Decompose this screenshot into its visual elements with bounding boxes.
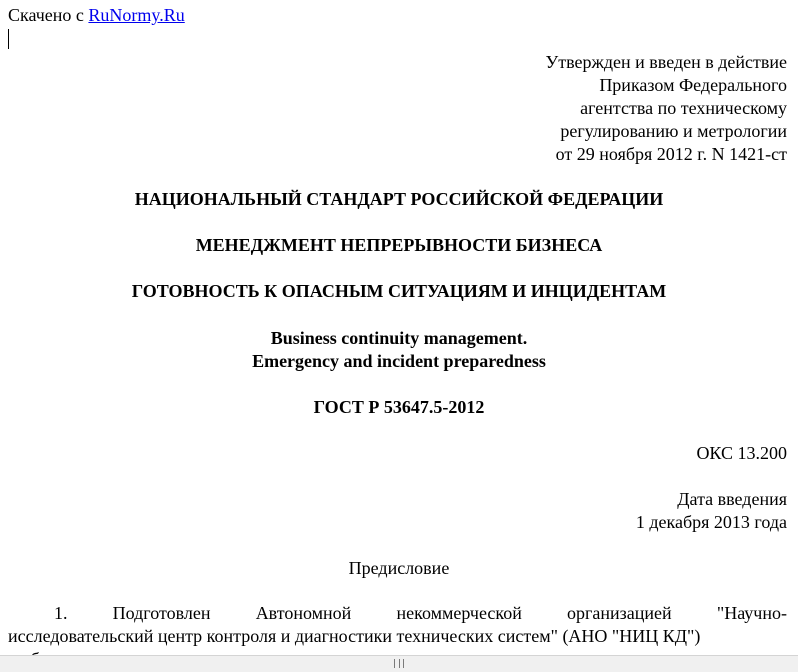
english-title-line2: Emergency and incident preparedness	[252, 351, 546, 371]
english-title-line1: Business continuity management.	[270, 328, 528, 348]
foreword-paragraph	[8, 602, 787, 648]
oks-code: ОКС 13.200	[696, 443, 787, 463]
text-cursor	[8, 29, 9, 49]
national-standard-title: НАЦИОНАЛЬНЫЙ СТАНДАРТ РОССИЙСКОЙ ФЕДЕРАЦИИ	[134, 189, 664, 209]
download-prefix: Скачено с	[8, 5, 84, 25]
paragraph-word: Подготовлен	[112, 603, 211, 623]
approval-line: агентства по техническому	[580, 98, 787, 118]
approval-line: Утвержден и введен в действие	[545, 52, 787, 72]
standard-code: ГОСТ Р 53647.5-2012	[313, 397, 485, 417]
approval-line: от 29 ноября 2012 г. N 1421-ст	[555, 144, 787, 164]
runormy-link[interactable]: RuNormy.Ru	[88, 5, 185, 25]
horizontal-scrollbar[interactable]	[0, 655, 798, 672]
paragraph-line	[8, 625, 787, 648]
intro-date-value: 1 декабря 2013 года	[635, 512, 787, 532]
scrollbar-grip-icon[interactable]	[394, 659, 404, 668]
paragraph-line	[8, 602, 787, 625]
standard-title-line1: МЕНЕДЖМЕНТ НЕПРЕРЫВНОСТИ БИЗНЕСА	[195, 235, 603, 255]
intro-date-label: Дата введения	[677, 489, 787, 509]
standard-title-line2: ГОТОВНОСТЬ К ОПАСНЫМ СИТУАЦИЯМ И ИНЦИДЕНТАМ	[131, 281, 667, 301]
paragraph-text: исследовательский центр контроля и диагностики технических систем" (АНО "НИЦ КД")	[8, 626, 701, 646]
paragraph-word: "Научно-	[716, 603, 787, 623]
approval-line: регулированию и метрологии	[560, 121, 787, 141]
paragraph-word: некоммерческой	[396, 603, 522, 623]
download-source	[8, 4, 185, 26]
approval-block	[545, 51, 787, 166]
foreword-heading: Предисловие	[348, 558, 450, 578]
paragraph-word: организацией	[567, 603, 672, 623]
item-number: 1.	[54, 603, 68, 623]
paragraph-word: Автономной	[255, 603, 352, 623]
approval-line: Приказом Федерального	[599, 75, 787, 95]
